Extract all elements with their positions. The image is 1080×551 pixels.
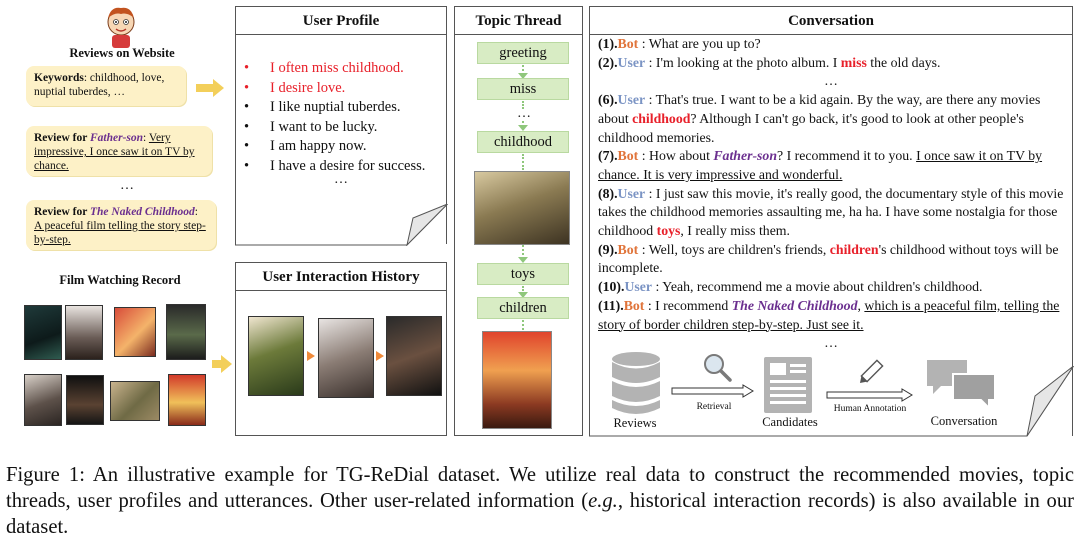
utterance-text: , I really miss them.	[680, 223, 790, 239]
profile-item: • I often miss childhood.	[244, 59, 425, 79]
speaker-user: User	[617, 185, 646, 201]
turn-number: (8).	[598, 185, 618, 201]
turn-number: (2).	[598, 54, 618, 70]
profile-item: • I am happy now.	[244, 137, 425, 157]
turn-number: (9).	[598, 241, 618, 257]
turn-number: (11).	[598, 297, 624, 313]
caption-text-2: , historical interaction records) is also available in our dataset.	[6, 490, 1074, 538]
caption-eg: e.g.	[588, 490, 618, 512]
speaker-user: User	[617, 54, 646, 70]
utterance-text: 's childhood without toys will be incomplete.	[598, 241, 1059, 276]
record-arrow	[212, 360, 222, 368]
conversation-turn	[598, 297, 1064, 334]
utterance-text: : Yeah, recommend me a movie about children's childhood.	[652, 279, 983, 295]
conversation-turn	[598, 185, 1064, 241]
topic-keyword: children	[829, 241, 879, 257]
turn-number: (6).	[598, 92, 618, 108]
speaker-bot: Bot	[617, 36, 639, 51]
keywords-note	[26, 66, 186, 106]
history-arrow	[307, 351, 315, 361]
turn-number: (7).	[598, 148, 618, 164]
topic-poster-father-son	[474, 171, 570, 245]
flow-label-conversation: Conversation	[930, 414, 998, 428]
utterance-text: the old days.	[866, 54, 941, 70]
utterance-text: : How about	[638, 148, 714, 164]
utterance-text: : I'm looking at the photo album. I	[645, 54, 841, 70]
conversation-turns	[598, 35, 1064, 353]
poster-thumbnail	[24, 374, 62, 426]
speaker-bot: Bot	[617, 241, 639, 257]
flow-label-candidates: Candidates	[762, 415, 818, 429]
review2-colon: :	[194, 206, 198, 218]
history-arrow	[376, 351, 384, 361]
utterance-text: ,	[857, 297, 865, 313]
film-record-title: Film Watching Record	[59, 273, 181, 287]
poster-thumbnail	[65, 305, 103, 360]
conversation-ellipsis	[598, 334, 1064, 353]
conversation-turn	[598, 241, 1064, 278]
review-note-father-son	[26, 126, 212, 176]
profile-list	[244, 59, 425, 176]
mascot-icon	[103, 4, 139, 50]
poster-thumbnail	[166, 304, 206, 360]
profile-item: • I like nuptial tuberdes.	[244, 98, 425, 118]
magnifier-icon	[700, 352, 734, 382]
topic-keyword: childhood	[632, 110, 691, 126]
reviews-ellipsis: …	[120, 178, 134, 193]
review1-movie: Father-son	[90, 132, 144, 144]
pen-icon	[855, 356, 889, 386]
poster-thumbnail	[110, 381, 160, 421]
caption-text: Figure 1: An illustrative example for TG-ReDial dataset. We utilize real data to construct the recommended movies, topic threads, user profiles and utterances. Other user-related information (	[6, 464, 1074, 512]
flow-label-retrieval: Retrieval	[696, 402, 732, 412]
conversation-turn	[598, 147, 1064, 184]
review-quote: which is a peaceful film, telling the story of border children step-by-step. Just see it.	[598, 297, 1060, 332]
conversation-turn	[598, 91, 1064, 147]
user-profile-title: User Profile	[236, 7, 446, 35]
turn-number: (10).	[598, 279, 625, 295]
utterance-text: : I just saw this movie, it's really good, the documentary style of this movie takes the childhood memories assaulting me, ha ha. I have some nostalgia for those childhood	[598, 185, 1064, 239]
movie-title: Father-son	[713, 148, 777, 164]
topic-keyword: miss	[840, 54, 867, 70]
profile-item: • I have a desire for success.	[244, 157, 425, 177]
ellipsis: …	[824, 73, 838, 89]
topic-thread-panel	[454, 6, 583, 436]
topic-childhood: childhood	[477, 131, 569, 153]
poster-thumbnail	[66, 375, 104, 425]
reviews-title: Reviews on Website	[69, 46, 175, 60]
conversation-ellipsis	[598, 72, 1064, 91]
figure-caption	[6, 462, 1074, 540]
review2-movie: The Naked Childhood	[90, 206, 195, 218]
review-quote: I once saw it on TV by chance. It is very impressive and wonderful.	[598, 148, 1043, 182]
annotation-arrow	[826, 388, 914, 402]
utterance-text: : That's true. I want to be a kid again. By the way, are there any movies about	[598, 92, 1041, 126]
utterance-text: : What are you up to?	[638, 36, 761, 51]
history-poster	[386, 316, 442, 396]
review1-label: Review for	[34, 132, 90, 144]
profile-item: • I want to be lucky.	[244, 118, 425, 138]
flow-label-human-annotation: Human Annotation	[833, 404, 907, 414]
topic-miss: miss	[477, 78, 569, 100]
speaker-user: User	[624, 279, 653, 295]
poster-thumbnail	[168, 374, 206, 426]
utterance-text: : Well, toys are children's friends,	[638, 241, 830, 257]
keywords-label: Keywords	[34, 72, 84, 84]
keywords-arrow	[196, 84, 214, 92]
history-poster	[248, 316, 304, 396]
speaker-user: User	[617, 92, 646, 108]
ellipsis: …	[824, 335, 838, 351]
poster-thumbnail	[114, 307, 156, 357]
keywords-text: : childhood, love, nuptial tuberdes, …	[34, 72, 165, 98]
profile-item: • I desire love.	[244, 79, 425, 99]
review1-text: Very impressive, I once saw it on TV by chance.	[34, 132, 195, 172]
utterance-text: ? Although I can't go back, it's good to look at other people's childhood memories.	[598, 110, 1024, 145]
chat-bubbles-icon	[925, 358, 997, 410]
conversation-turn	[598, 278, 1064, 297]
history-poster	[318, 318, 374, 398]
topic-toys: toys	[477, 263, 569, 285]
topic-poster-naked-childhood	[482, 331, 552, 429]
interaction-history-title: User Interaction History	[236, 263, 446, 291]
retrieval-arrow	[671, 384, 755, 398]
review-note-naked-childhood	[26, 200, 216, 250]
topic-thread-title: Topic Thread	[455, 7, 582, 35]
topic-ellipsis: …	[517, 106, 531, 121]
movie-title: The Naked Childhood	[731, 297, 858, 313]
speaker-bot: Bot	[617, 148, 639, 164]
poster-thumbnail	[24, 305, 62, 360]
profile-ellipsis: …	[334, 172, 348, 187]
topic-children: children	[477, 297, 569, 319]
speaker-bot: Bot	[623, 297, 645, 313]
review1-colon: :	[143, 132, 149, 144]
review2-text: A peaceful film telling the story step-by-step.	[34, 220, 206, 246]
turn-number: (1).	[598, 36, 618, 51]
conversation-title: Conversation	[590, 7, 1072, 35]
profile-page-curl	[235, 204, 448, 246]
review2-label: Review for	[34, 206, 90, 218]
document-icon	[763, 356, 813, 414]
conversation-turn	[598, 54, 1064, 73]
topic-keyword: toys	[656, 223, 681, 239]
database-icon	[611, 351, 661, 417]
utterance-text: : I recommend	[644, 297, 732, 313]
flow-label-reviews: Reviews	[613, 416, 657, 430]
utterance-text: ? I recommend it to you.	[777, 148, 917, 164]
conversation-turn	[598, 35, 1064, 54]
topic-greeting: greeting	[477, 42, 569, 64]
